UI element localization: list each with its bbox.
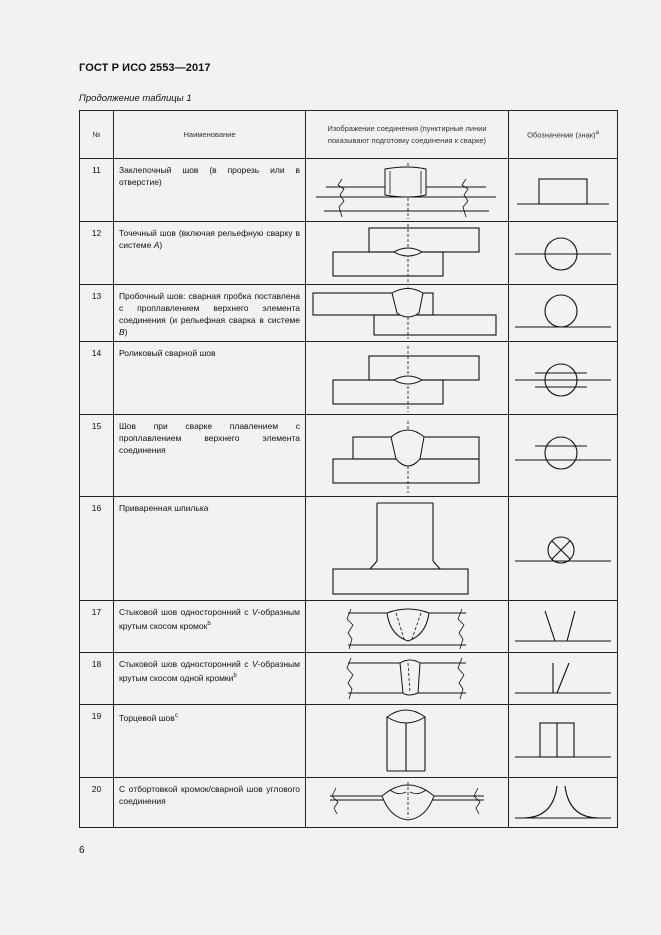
flare-weld-drawing bbox=[306, 778, 509, 828]
row-name: Стыковой шов односторонний с V-образным крутым скосом одной кромки$^b$ bbox=[114, 653, 306, 705]
column-header-symbol: Обозначение (знак)$^a$ bbox=[509, 111, 618, 159]
row-name: Приваренная шпилька bbox=[114, 497, 306, 601]
row-name: Точечный шов (включая рельефную сварку в системе A) bbox=[114, 222, 306, 285]
row-number: 13 bbox=[80, 285, 114, 342]
spot-weld-symbol bbox=[509, 222, 618, 285]
fusion-seam-weld-symbol bbox=[509, 415, 618, 497]
row-number: 14 bbox=[80, 342, 114, 415]
edge-weld-drawing bbox=[306, 705, 509, 778]
page-header: ГОСТ Р ИСО 2553—2017 bbox=[79, 62, 211, 74]
row-number: 15 bbox=[80, 415, 114, 497]
table-row bbox=[80, 778, 618, 828]
steep-bevel-butt-weld-symbol bbox=[509, 653, 618, 705]
row-name: Стыковой шов односторонний с V-образным крутым скосом кромок$^b$ bbox=[114, 601, 306, 653]
row-number: 19 bbox=[80, 705, 114, 778]
steep-bevel-butt-weld-drawing bbox=[306, 653, 509, 705]
flare-weld-symbol bbox=[509, 778, 618, 828]
row-number: 16 bbox=[80, 497, 114, 601]
table-row bbox=[80, 222, 618, 285]
slot-weld-symbol bbox=[509, 159, 618, 222]
table-row bbox=[80, 497, 618, 601]
table-row bbox=[80, 705, 618, 778]
row-number: 18 bbox=[80, 653, 114, 705]
slot-weld-drawing bbox=[306, 159, 509, 222]
seam-weld-drawing bbox=[306, 342, 509, 415]
row-number: 17 bbox=[80, 601, 114, 653]
edge-weld-symbol bbox=[509, 705, 618, 778]
weld-symbols-table bbox=[79, 110, 618, 828]
fusion-seam-weld-drawing bbox=[306, 415, 509, 497]
row-number: 12 bbox=[80, 222, 114, 285]
column-header-image: Изображение соединения (пунктирные линии показывают подготовку соединения к сварке) bbox=[306, 111, 509, 159]
table-row bbox=[80, 601, 618, 653]
steep-v-butt-weld-symbol bbox=[509, 601, 618, 653]
row-name: Пробочный шов: сварная пробка поставлена с проплавлением верхнего элемента соединения (и рельефная сварка в системе B) bbox=[114, 285, 306, 342]
table-row bbox=[80, 342, 618, 415]
plug-weld-drawing bbox=[306, 285, 509, 342]
row-number: 20 bbox=[80, 778, 114, 828]
table-row bbox=[80, 653, 618, 705]
table-row bbox=[80, 285, 618, 342]
row-name: Заклепочный шов (в прорезь или в отверстие) bbox=[114, 159, 306, 222]
row-name: С отбортовкой кромок/сварной шов углового соединения bbox=[114, 778, 306, 828]
table-caption: Продолжение таблицы 1 bbox=[79, 93, 192, 104]
plug-weld-symbol bbox=[509, 285, 618, 342]
row-name: Шов при сварке плавлением с проплавлением верхнего элемента соединения bbox=[114, 415, 306, 497]
row-number: 11 bbox=[80, 159, 114, 222]
table-row bbox=[80, 159, 618, 222]
page-number: 6 bbox=[79, 845, 85, 856]
column-header-name: Наименование bbox=[114, 111, 306, 159]
row-name: Роликовый сварной шов bbox=[114, 342, 306, 415]
seam-weld-symbol bbox=[509, 342, 618, 415]
stud-weld-drawing bbox=[306, 497, 509, 601]
table-row bbox=[80, 415, 618, 497]
row-name: Торцевой шов$^c$ bbox=[114, 705, 306, 778]
stud-weld-symbol bbox=[509, 497, 618, 601]
steep-v-butt-weld-drawing bbox=[306, 601, 509, 653]
column-header-number: № bbox=[80, 111, 114, 159]
spot-weld-drawing bbox=[306, 222, 509, 285]
table-header-row bbox=[80, 111, 618, 159]
